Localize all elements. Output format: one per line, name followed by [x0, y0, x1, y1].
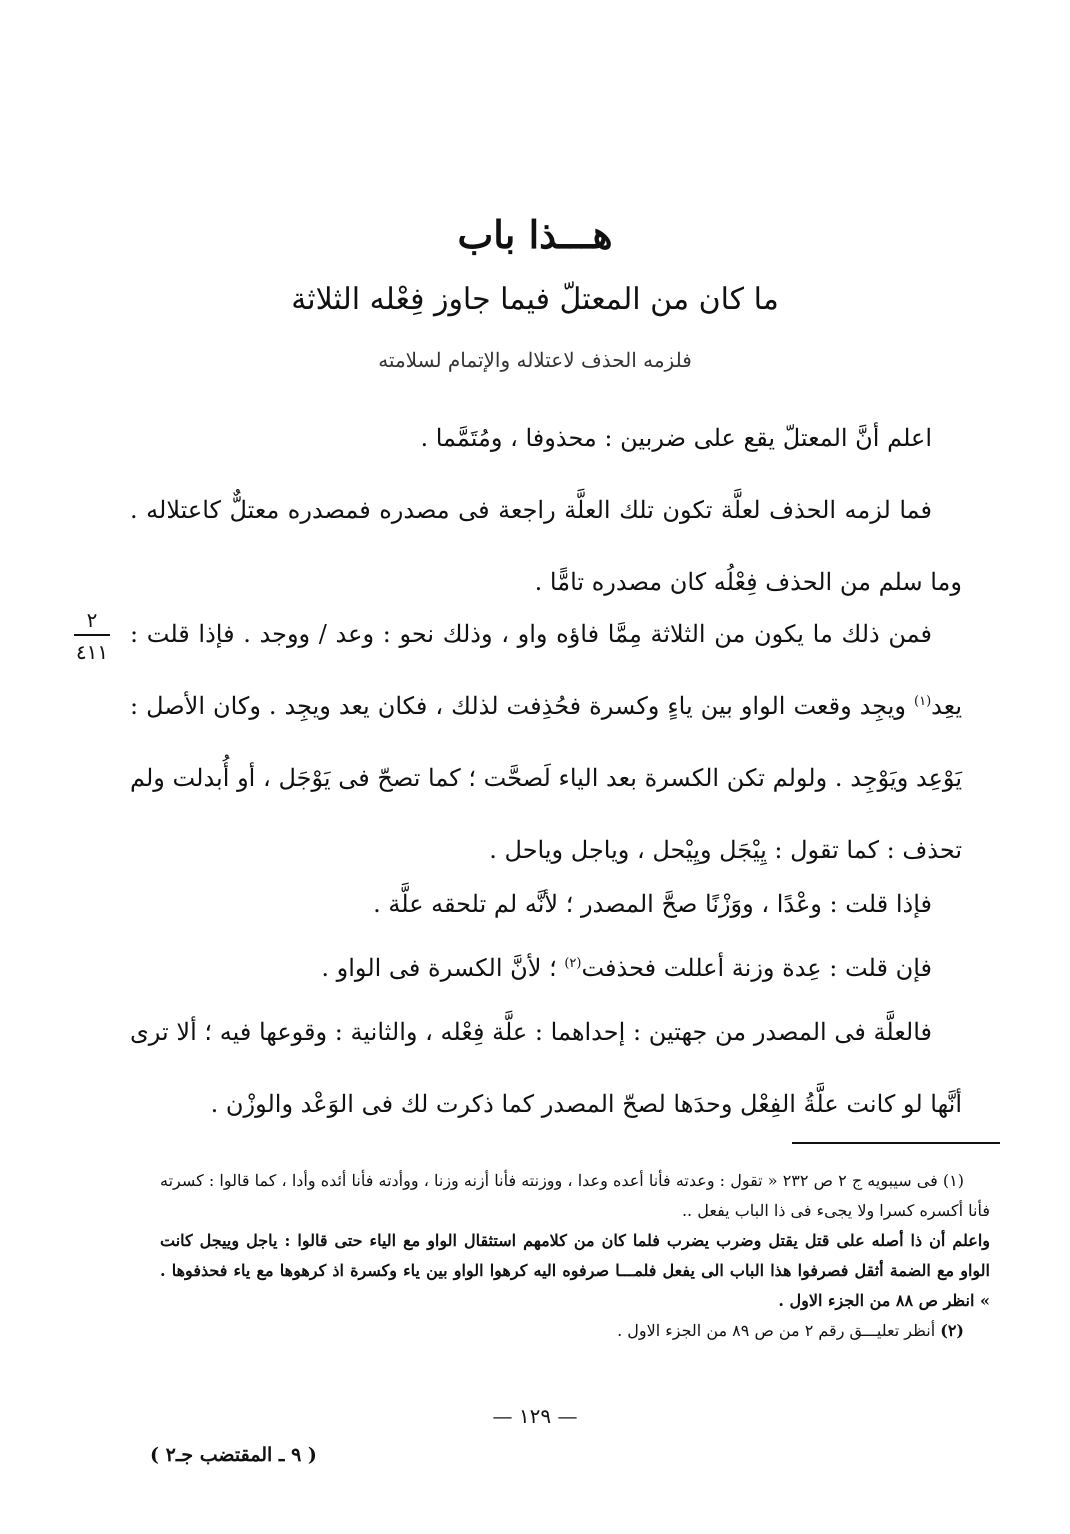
- paragraph-1: اعلم أنَّ المعتلّ يقع على ضربين : محذوفا ، ومُتَمَّما .: [420, 424, 932, 452]
- footnote-2: [160, 1316, 990, 1346]
- paragraph-4: فإذا قلت : وعْدًا ، ووَزْنًا صحَّ المصدر ؛ لأنَّه لم تلحقه علَّة .: [373, 890, 932, 918]
- paragraph-5-part-b: ؛ لأنَّ الكسرة فى الواو .: [321, 954, 565, 982]
- paragraph-5: [130, 932, 962, 1004]
- footnote-mark-2[interactable]: (٢): [564, 956, 582, 971]
- paragraph-6: فالعلَّة فى المصدر من جهتين : إحداهما : علَّة فِعْله ، والثانية : وقوعها فيه ؛ ألا ترى أنَّها لو كانت علَّةُ الفِعْل وحدَها لصحّ المصدر كما ذكرت لك فى الوَعْد والوزْن .: [130, 1018, 962, 1118]
- margin-page: ٤١١: [75, 640, 109, 664]
- paragraph-3-part-b: ويجِد وقعت الواو بين ياءٍ وكسرة فحُذِفت لذلك ، فكان يعد ويجِد . وكان الأصل : يَوْعِد ويَوْجِد . ولولم تكن الكسرة بعد الياء لَصحَّت ؛ كما تصحّ فى يَوْجَل ، أو أُبدلت ولم تحذف : كما تقول : يِيْجَل ويِيْحل ، وياجل وياحل .: [130, 692, 962, 864]
- page-number: — ١٢٩ —: [492, 1404, 578, 1428]
- footnote-1-label: (١): [942, 1171, 965, 1190]
- signature-mark: ( ٩ ـ المقتضب جـ٢ ): [150, 1444, 317, 1466]
- chapter-subtitle: فلزمه الحذف لاعتلاله والإتمام لسلامته: [378, 348, 692, 372]
- paragraph-3: [130, 598, 962, 886]
- footnote-2-text: أنظر تعليـــق رقم ٢ من ص ٨٩ من الجزء الاول .: [617, 1321, 936, 1340]
- chapter-title: ما كان من المعتلّ فيما جاوز فِعْله الثلاثة: [291, 282, 779, 317]
- paragraph-5-part-a: فإن قلت : عِدة وزنة أعللت فحذفت: [581, 954, 932, 982]
- chapter-heading: هـــذا باب: [457, 212, 613, 257]
- paragraph-2: فما لزمه الحذف لعلَّة تكون تلك العلَّة راجعة فى مصدره فمصدره معتلٌّ كاعتلاله . وما سلم من الحذف فِعْلُه كان مصدره تامًّا .: [130, 496, 962, 596]
- footnote-1-text-a: فى سيبويه ج ٢ ص ٢٣٢ « تقول : وعدته فأنا أعده وعدا ، ووزنته فأنا أزنه وزنا ، ووأدته فأنا أئده وأدا ، كما قالوا : كسرته فأنا أكسره كسرا ولا يجىء فى ذا الباب يفعل ..: [160, 1171, 990, 1220]
- footnote-separator: [792, 1142, 1000, 1144]
- margin-volume: ٢: [74, 608, 110, 636]
- margin-reference: [62, 608, 122, 664]
- paragraph-3-part-a: فمن ذلك ما يكون من الثلاثة مِمَّا فاؤه واو ، وذلك نحو : وعد / ووجد . فإذا قلت : يعِد: [130, 620, 962, 720]
- footnote-1-continued: واعلم أن ذا أصله على قتل يقتل وضرب يضرب فلما كان من كلامهم استثقال الواو مع الياء حتى قالوا : ياجل وييجل كانت الواو مع الضمة أثقل فصرفوا هذا الباب الى يفعل فلمـــا صرفوه اليه كرهوا الواو بين ياء وكسرة اذ كرهوها مع ياء فحذفوها . » انظر ص ٨٨ من الجزء الاول .: [160, 1231, 991, 1310]
- footnote-2-label: (٢): [940, 1321, 964, 1340]
- footnote-mark-1[interactable]: (١): [914, 694, 932, 709]
- footnote-1: [160, 1166, 990, 1226]
- footnotes: [160, 1166, 990, 1346]
